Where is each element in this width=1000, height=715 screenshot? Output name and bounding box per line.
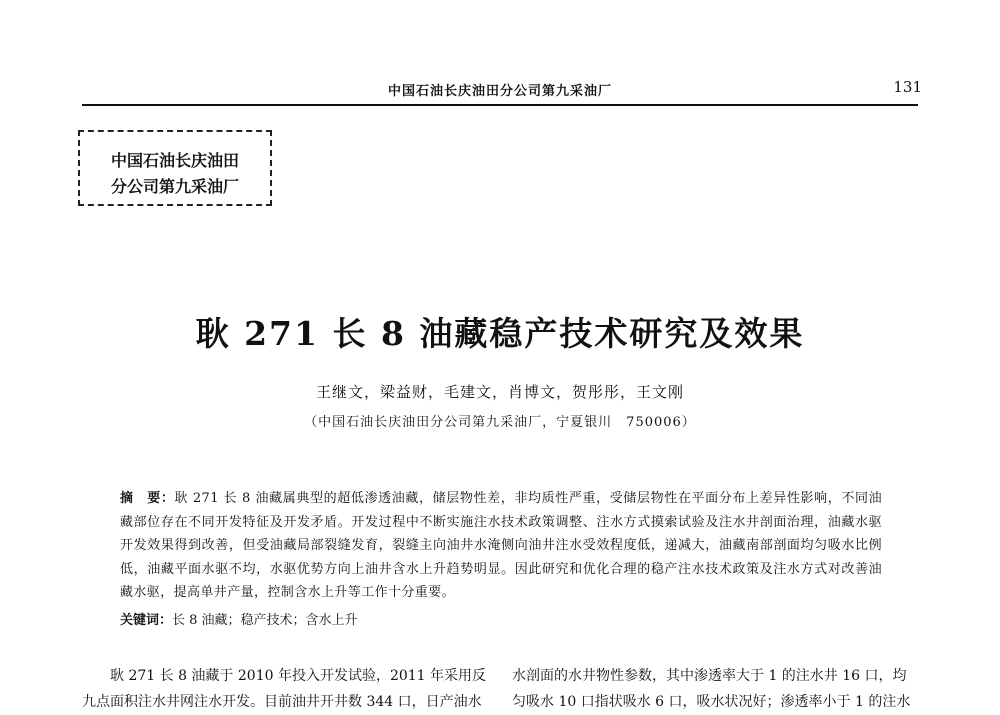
- body-left-line-2: 九点面积注水井网注水开发。目前油井开井数 344 口，日产油水: [82, 694, 482, 710]
- header-rule: [82, 104, 918, 106]
- affiliation-stamp-box: [78, 130, 272, 206]
- affiliation-box-line-2: 分公司第九采油厂: [110, 177, 239, 196]
- author-list: 王继文，梁益财，毛建文，肖博文，贺彤彤，王文刚: [315, 383, 684, 401]
- affiliation-box-line-1: 中国石油长庆油田: [110, 151, 239, 170]
- abstract: [120, 487, 882, 605]
- keywords-text: 长 8 油藏；稳产技术；含水上升: [172, 613, 358, 628]
- body-left-line-1: 耿 271 长 8 油藏于 2010 年投入开发试验，2011 年采用反: [110, 668, 487, 684]
- abstract-text: 耿 271 长 8 油藏属典型的超低渗透油藏，储层物性差，非均质性严重，受储层物性在平面分布上差异性影响，不同油藏部位存在不同开发特征及开发矛盾。开发过程中不断实施注水技术政策调整、注水方式摸索试验及注水井剖面治理，油藏水驱开发效果得到改善，但受油藏局部裂缝发育，裂缝主向油井水淹侧向油井注水受效程度低，递减大，油藏南部剖面均匀吸水比例低，油藏平面水驱不均，水驱优势方向上油井含水上升趋势明显。因此研究和优化合理的稳产注水技术政策及注水方式对改善油藏水驱，提高单井产量，控制含水上升等工作十分重要。: [120, 491, 882, 601]
- keywords: [120, 609, 882, 628]
- article-title: 耿 271 长 8 油藏稳产技术研究及效果: [195, 314, 805, 353]
- body-column-right: [512, 663, 922, 715]
- author-affiliation: （中国石油长庆油田分公司第九采油厂，宁夏银川 750006）: [304, 415, 696, 430]
- abstract-label: 摘 要：: [120, 491, 175, 506]
- running-header: 中国石油长庆油田分公司第九采油厂: [387, 84, 612, 99]
- keywords-label: 关键词：: [120, 613, 173, 628]
- page-number: 131: [893, 78, 922, 96]
- body-right-line-1: 水剖面的水井物性参数，其中渗透率大于 1 的注水井 16 口，均: [512, 668, 907, 684]
- body-right-line-2: 匀吸水 10 口指状吸水 6 口，吸水状况好；渗透率小于 1 的注水: [512, 694, 911, 710]
- body-column-left: [82, 663, 492, 715]
